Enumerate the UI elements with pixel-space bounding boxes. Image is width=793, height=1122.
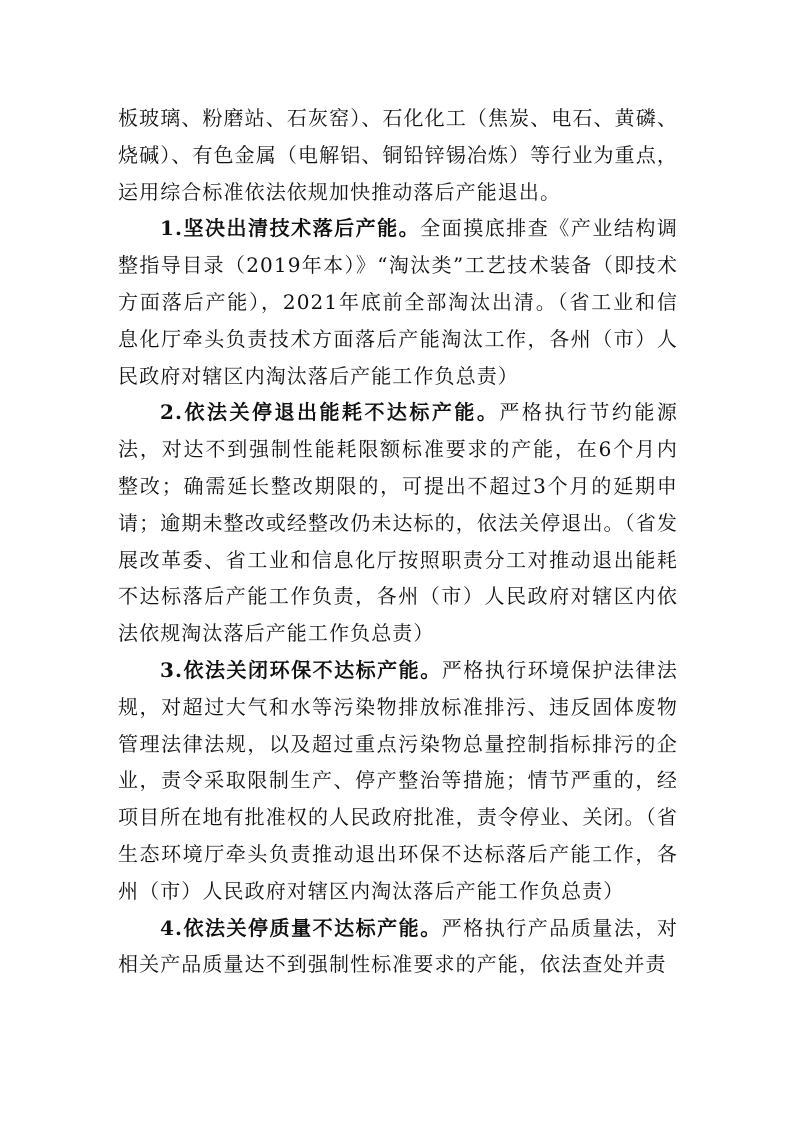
paragraph-intro-body: 板玻璃、粉磨站、石灰窑）、石化化工（焦炭、电石、黄磷、烧碱）、有色金属（电解铝、铜铅锌锡冶炼）等行业为重点，运用综合标准依法依规加快推动落后产能退出。	[118, 106, 678, 204]
item-1-body: 全面摸底排查《产业结构调整指导目录（2019年本）》“淘汰类”工艺技术装备（即技术方面落后产能），2021年底前全部淘汰出清。（省工业和信息化厅牵头负责技术方面落后产能淘汰工作，各州（市）人民政府对辖区内淘汰落后产能工作负总责）	[118, 216, 678, 388]
item-1-heading: 1.坚决出清技术落后产能。	[160, 216, 421, 241]
paragraph-item-3	[118, 652, 678, 910]
item-3-heading: 3.依法关闭环保不达标产能。	[160, 657, 442, 682]
item-2-heading: 2.依法关停退出能耗不达标产能。	[160, 400, 500, 425]
paragraph-item-1	[118, 210, 678, 394]
document-page	[118, 100, 678, 983]
paragraph-item-2	[118, 394, 678, 652]
item-3-body: 严格执行环境保护法律法规，对超过大气和水等污染物排放标准排污、违反固体废物管理法律法规，以及超过重点污染物总量控制指标排污的企业，责令采取限制生产、停产整治等措施；情节严重的，经项目所在地有批准权的人民政府批准，责令停业、关闭。（省生态环境厅牵头负责推动退出环保不达标落后产能工作，各州（市）人民政府对辖区内淘汰落后产能工作负总责）	[118, 657, 678, 903]
item-2-body: 严格执行节约能源法，对达不到强制性能耗限额标准要求的产能，在6个月内整改；确需延长整改期限的，可提出不超过3个月的延期申请；逾期未整改或经整改仍未达标的，依法关停退出。（省发展改革委、省工业和信息化厅按照职责分工对推动退出能耗不达标落后产能工作负责，各州（市）人民政府对辖区内依法依规淘汰落后产能工作负总责）	[118, 400, 678, 646]
item-4-heading: 4.依法关停质量不达标产能。	[160, 915, 442, 940]
item-4-body: 严格执行产品质量法，对相关产品质量达不到强制性标准要求的产能，依法查处并责	[118, 915, 678, 977]
paragraph-intro	[118, 100, 678, 210]
paragraph-item-4	[118, 910, 678, 984]
